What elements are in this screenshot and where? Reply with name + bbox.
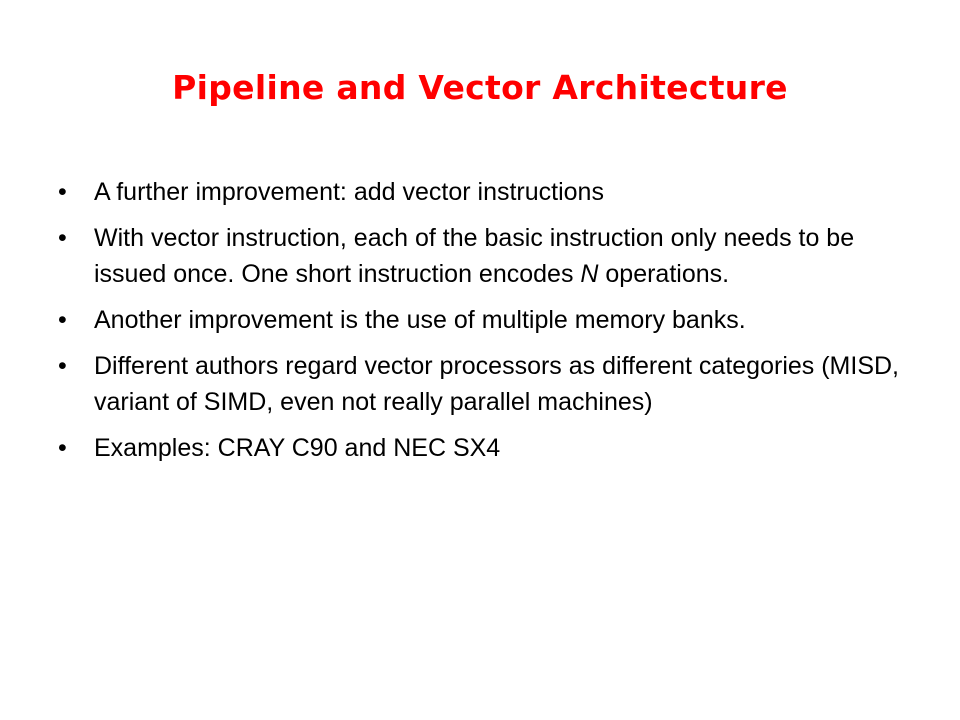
- bullet-text-italic: N: [580, 260, 599, 288]
- bullet-text: A further improvement: add vector instructions: [94, 178, 604, 206]
- bullet-text: Another improvement is the use of multiple memory banks.: [94, 306, 746, 334]
- slide-title: Pipeline and Vector Architecture: [172, 68, 788, 107]
- bullet-list: [58, 174, 908, 476]
- bullet-text: operations.: [598, 260, 730, 288]
- bullet-item: [58, 430, 908, 466]
- bullet-text: Examples: CRAY C90 and NEC SX4: [94, 434, 501, 462]
- bullet-marker: •: [58, 434, 67, 462]
- bullet-marker: •: [58, 224, 67, 252]
- bullet-item: [58, 174, 908, 210]
- bullet-text: Different authors regard vector processors as different categories (MISD, variant of SIMD, even not really parallel machines): [94, 352, 899, 416]
- bullet-item: [58, 348, 908, 420]
- bullet-item: [58, 220, 908, 292]
- bullet-text: With vector instruction, each of the basic instruction only needs to be issued once. One short instruction encodes: [94, 224, 855, 288]
- bullet-item: [58, 302, 908, 338]
- bullet-marker: •: [58, 352, 67, 380]
- bullet-marker: •: [58, 178, 67, 206]
- bullet-marker: •: [58, 306, 67, 334]
